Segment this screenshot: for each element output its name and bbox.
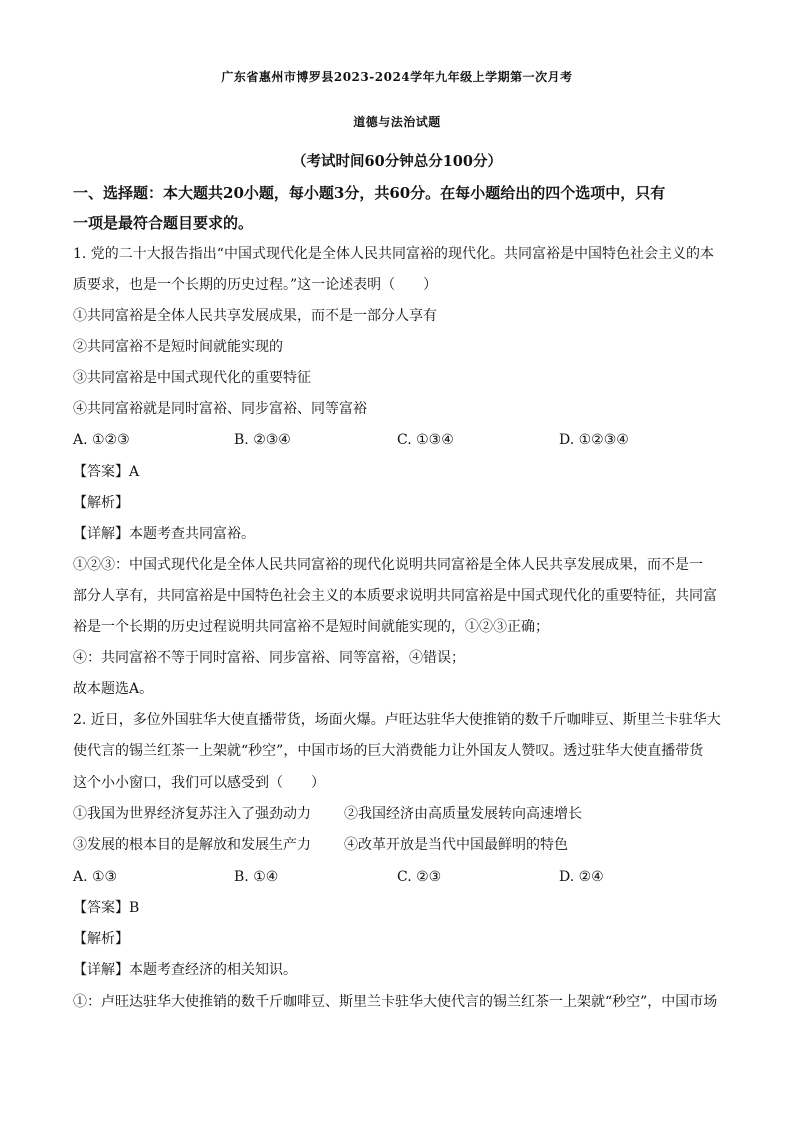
q1-option-b: B. ②③④ [234, 432, 291, 448]
q1-explanation-1-cont: 部分人享有，共同富裕是中国特色社会主义的本质要求说明共同富裕是中国式现代化的重要特征，共同富 [73, 588, 717, 604]
q1-analysis-label: 【解析】 [73, 495, 129, 511]
q2-explanation-1: ①：卢旺达驻华大使推销的数千斤咖啡豆、斯里兰卡驻华大使代言的锡兰红茶一上架就“秒空”，中国市场 [73, 994, 718, 1010]
q1-option-c: C. ①③④ [397, 432, 454, 448]
q1-options [73, 430, 725, 450]
q1-detail: 【详解】本题考查共同富裕。 [73, 526, 255, 542]
q1-explanation-1-cont2: 裕是一个长期的历史过程说明共同富裕不是短时间就能实现的，①②③正确； [73, 619, 549, 635]
q2-stem-cont2: 这个小小窗口，我们可以感受到（ ） [73, 775, 325, 791]
q1-option-a: A. ①②③ [73, 432, 130, 448]
q1-answer: 【答案】A [73, 464, 140, 480]
q1-statement-4: ④共同富裕就是同时富裕、同步富裕、同等富裕 [73, 401, 367, 417]
q1-stem-cont: 质要求，也是一个长期的历史过程。”这一论述表明（ ） [73, 277, 438, 293]
q2-options [73, 867, 725, 887]
document-title: 广东省惠州市博罗县2023-2024学年九年级上学期第一次月考 [221, 70, 573, 84]
q2-option-c: C. ②③ [397, 869, 442, 885]
q1-statement-3: ③共同富裕是中国式现代化的重要特征 [73, 370, 311, 386]
section-heading: 一、选择题：本大题共20小题，每小题3分，共60分。在每小题给出的四个选项中，只有 [73, 184, 666, 202]
q1-option-d: D. ①②③④ [559, 432, 629, 448]
q2-statement-3: ③发展的根本目的是解放和发展生产力 [73, 837, 311, 853]
q1-explanation-1: ①②③：中国式现代化是全体人民共同富裕的现代化说明共同富裕是全体人民共享发展成果，而不是一 [73, 557, 703, 573]
q2-analysis-label: 【解析】 [73, 931, 129, 947]
q2-statement-1: ①我国为世界经济复苏注入了强劲动力 [73, 806, 311, 822]
q1-conclusion: 故本题选A。 [73, 681, 154, 697]
q2-option-a: A. ①③ [73, 869, 118, 885]
document-subject-title: 道德与法治试题 [353, 115, 441, 129]
q2-stem: 2. 近日，多位外国驻华大使直播带货，场面火爆。卢旺达驻华大使推销的数千斤咖啡豆、斯里兰卡驻华大 [73, 712, 721, 728]
q2-answer: 【答案】B [73, 900, 140, 916]
q2-statements-row-1 [73, 804, 725, 824]
q1-explanation-2: ④：共同富裕不等于同时富裕、同步富裕、同等富裕，④错误； [73, 650, 465, 666]
q2-statement-2: ②我国经济由高质量发展转向高速增长 [344, 806, 582, 822]
q1-statement-1: ①共同富裕是全体人民共享发展成果，而不是一部分人享有 [73, 308, 437, 324]
q1-statement-2: ②共同富裕不是短时间就能实现的 [73, 339, 283, 355]
q2-statements-row-2 [73, 835, 725, 855]
q2-option-d: D. ②④ [559, 869, 604, 885]
q2-statement-4: ④改革开放是当代中国最鲜明的特色 [344, 837, 568, 853]
q2-detail: 【详解】本题考查经济的相关知识。 [73, 962, 297, 978]
q2-stem-cont: 使代言的锡兰红茶一上架就“秒空”，中国市场的巨大消费能力让外国友人赞叹。透过驻华大使直播带货 [73, 743, 704, 759]
exam-info: （考试时间60分钟总分100分） [292, 153, 502, 170]
q2-option-b: B. ①④ [234, 869, 279, 885]
q1-stem: 1. 党的二十大报告指出“中国式现代化是全体人民共同富裕的现代化。共同富裕是中国特色社会主义的本 [73, 246, 714, 262]
section-heading-cont: 一项是最符合题目要求的。 [73, 214, 254, 232]
